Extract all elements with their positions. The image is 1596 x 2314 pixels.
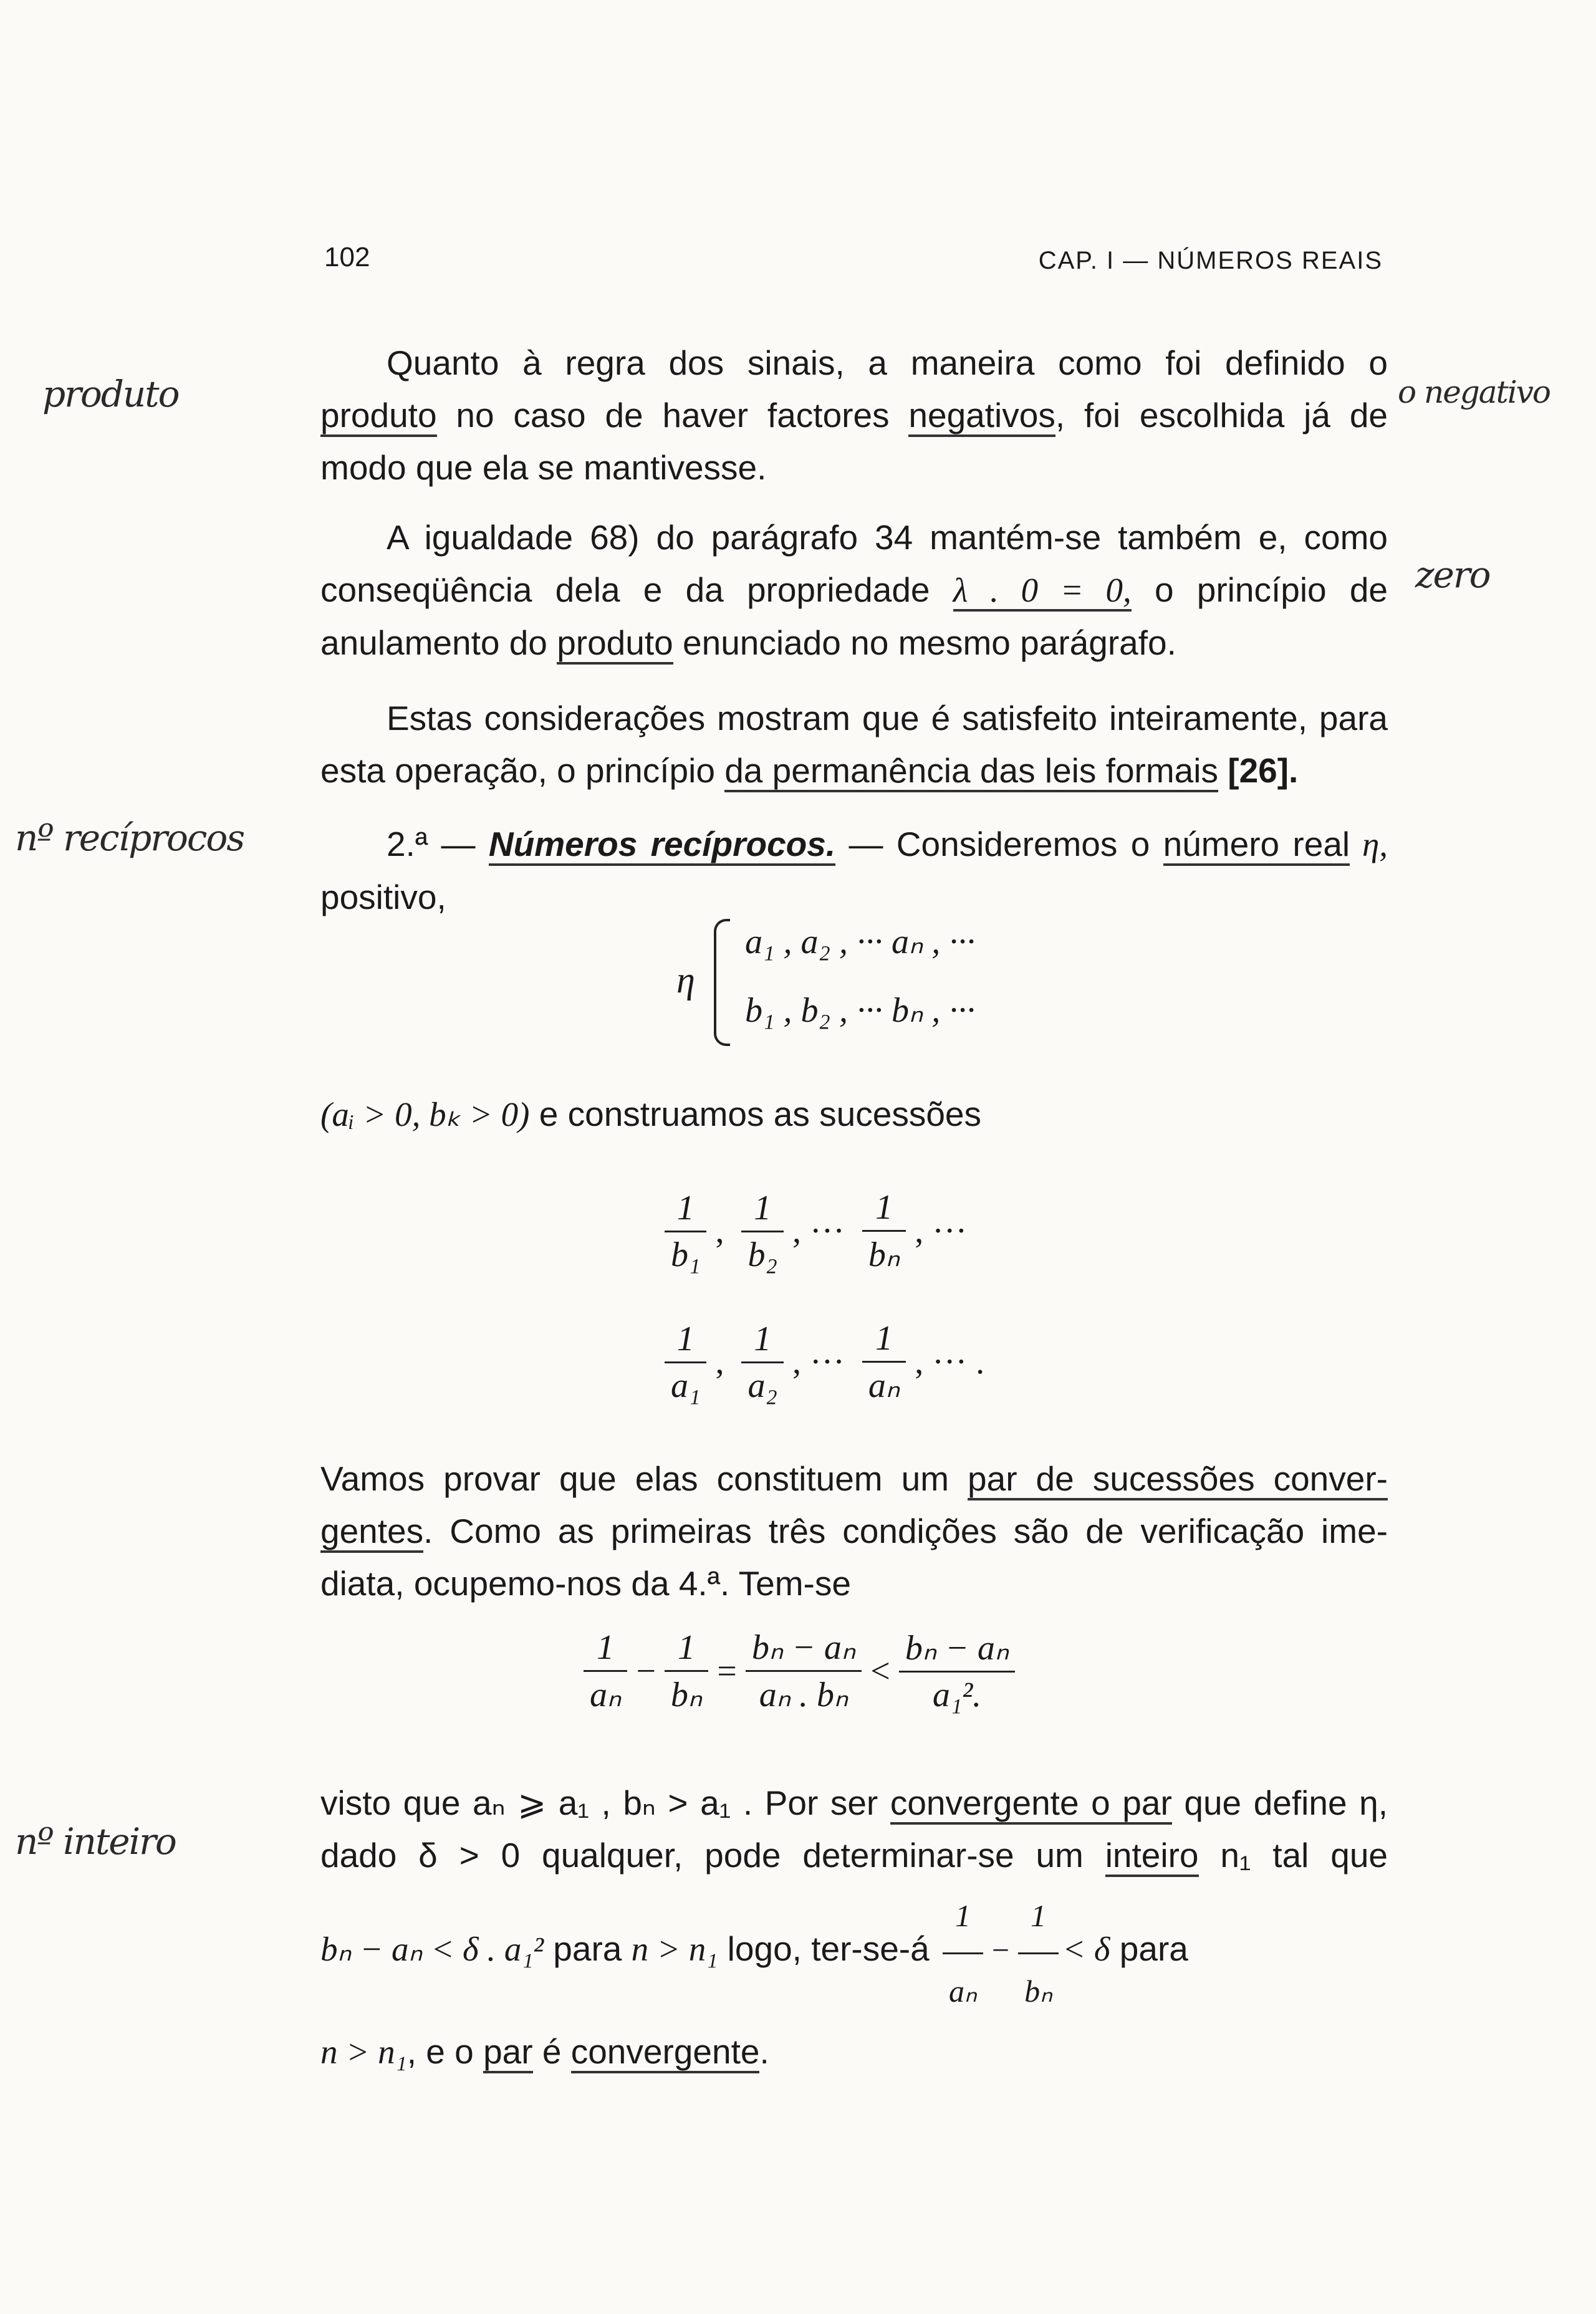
math-expression: (aᵢ > 0, bₖ > 0) [320,1095,530,1133]
text-line [320,1881,1388,2025]
text-line [320,1452,1388,1505]
operator: < [870,1651,890,1691]
text-span: n₁ tal que [1198,1836,1388,1875]
text-line: diata, ocupemo-nos da 4.ª. Tem-se [320,1564,851,1603]
text-line [320,1777,1388,1829]
text-line [320,1829,1388,1881]
fraction-denominator: aₙ [868,1366,900,1405]
text-line [320,564,1388,617]
reciprocal-sequence-b [661,1188,972,1275]
underlined-term: da permanência das leis formais [724,751,1218,792]
paragraph-equality [320,511,1388,669]
text-line [320,2025,1388,2078]
fraction-denominator: a₁². [932,1675,982,1714]
fraction-denominator: b₂ [748,1235,777,1274]
text-span: visto que aₙ ⩾ a₁ , bₙ > a₁ . Por ser [320,1784,890,1822]
underlined-term: par de sucessões conver- [968,1459,1388,1500]
fraction-denominator: b₁ [671,1235,701,1274]
paragraph-sign-rule [320,337,1388,494]
underlined-term: negativos [908,396,1055,437]
ellipsis: , ··· [915,1212,968,1251]
fraction-numerator: 1 [862,1188,906,1232]
text-span: esta operação, o princípio [320,751,725,790]
operator: − [636,1651,656,1691]
fraction-numerator: 1 [584,1628,627,1672]
text-line: Estas considerações mostram que é satisfeito inteiramente, para [387,699,1388,737]
fraction-numerator: bₙ − aₙ [899,1628,1015,1673]
fraction-numerator: 1 [741,1319,783,1363]
text-span: para [543,1929,632,1968]
text-line: positivo, [320,878,446,916]
underlined-term: convergente [571,2032,760,2073]
fraction-numerator: bₙ − aₙ [746,1627,862,1672]
text-line [320,818,1388,871]
text-span: e construamos as sucessões [529,1095,981,1133]
math-expression: n > n₁ [631,1929,718,1968]
fraction-numerator: 1 [665,1628,708,1672]
sequence-a: a₁ , a₂ , ··· aₙ , ··· [745,923,976,961]
page-number: 102 [324,242,370,272]
text-span: anulamento do [320,623,557,662]
sequence-b: b₁ , b₂ , ··· bₙ , ··· [745,991,976,1030]
fraction-denominator: bₙ [868,1236,900,1274]
paragraph-considerations [320,692,1388,797]
fraction-denominator: bₙ [670,1675,703,1714]
margin-note-produto: produto [42,373,179,415]
fraction-numerator: 1 [862,1318,906,1363]
section-number: 2.ª — [387,825,489,863]
text-line: Quanto à regra dos sinais, a maneira como foi definido o [387,343,1388,382]
text-line: A igualdade 68) do parágrafo 34 mantém-se também e, como [387,518,1388,557]
paragraph-prove [320,1452,1388,1610]
math-expression: λ . 0 = 0, [953,571,1132,612]
running-head: CAP. I — NÚMEROS REAIS [1038,247,1383,274]
underlined-term: produto [557,623,673,665]
margin-note-zero: zero [1415,554,1490,596]
text-span: , e o [406,2032,484,2071]
math-expression: bₙ − aₙ < δ . a₁² [320,1929,544,1968]
underlined-term: inteiro [1105,1836,1199,1877]
text-span: que define η, [1171,1784,1388,1822]
underlined-term: produto [320,396,437,437]
fraction-denominator: a₁ [671,1366,701,1405]
text-span: é [532,2032,571,2071]
text-span: . Como as primeiras três condições são de verificação ime- [423,1512,1388,1550]
reference: [26]. [1218,751,1299,790]
section-title: Números recíprocos. [489,825,835,866]
operator: = [717,1651,737,1691]
reciprocal-sequence-a [661,1318,989,1406]
math-expression: < δ [1062,1929,1110,1968]
ellipsis: , ··· . [915,1343,985,1381]
text-line [320,1505,1388,1557]
fraction-numerator: 1 [1018,1881,1059,1954]
fraction-numerator: 1 [665,1319,706,1363]
text-span: Vamos provar que elas constituem um [320,1459,968,1498]
operator: − [991,1932,1010,1967]
text-line: modo que ela se mantivesse. [320,448,767,487]
fraction-denominator: bₙ [1024,1974,1053,2009]
margin-note-reciprocos: nº recíprocos [15,817,244,859]
text-span: , foi escolhida já de [1055,396,1388,434]
text-span: para [1110,1929,1188,1968]
margin-note-negativo: o negativo [1398,374,1550,410]
fraction-numerator: 1 [665,1188,706,1232]
separator: , [715,1343,733,1381]
main-inequality [580,1627,1019,1715]
underlined-term: par [483,2032,533,2073]
fraction-denominator: aₙ [949,1974,977,2009]
text-span: no caso de haver factores [436,396,909,434]
margin-note-inteiro: nº inteiro [15,1820,176,1863]
fraction-numerator: 1 [741,1188,783,1232]
left-brace [714,919,730,1046]
text-line [320,389,1388,441]
ellipsis: , ··· [792,1343,853,1381]
paragraph-reciprocals [320,818,1388,923]
underlined-term: convergente o par [890,1784,1172,1825]
fraction-denominator: aₙ [590,1675,622,1714]
text-span: o princípio de [1131,570,1388,609]
eta-symbol: η [676,959,695,1001]
fraction-denominator: aₙ . bₙ [759,1676,848,1714]
text-span: enunciado no mesmo parágrafo. [673,623,1176,662]
separator: , [715,1212,733,1251]
paragraph-construct [320,1088,1388,1141]
text-line [320,617,1388,669]
text-span: . [759,2032,769,2071]
fraction-numerator: 1 [943,1881,983,1954]
ellipsis: , ··· [792,1212,853,1251]
inline-fraction-expression [939,1898,1062,2009]
text-span: dado δ > 0 qualquer, pode determinar-se um [320,1836,1105,1875]
underlined-term: gentes [320,1512,423,1553]
text-span: — Consideremos o [835,825,1163,863]
text-line [320,1088,1388,1141]
text-span: conseqüência dela e da propriedade [320,570,953,609]
underlined-term: número real [1163,825,1350,866]
math-expression: n > n₁ [320,2033,407,2071]
math-symbol: η, [1350,825,1388,863]
sequence-system [670,915,1107,1046]
text-line [320,744,1388,797]
fraction-denominator: a₂ [748,1366,777,1405]
paragraph-conclusion [320,1777,1388,2078]
text-span: logo, ter-se-á [718,1929,939,1968]
